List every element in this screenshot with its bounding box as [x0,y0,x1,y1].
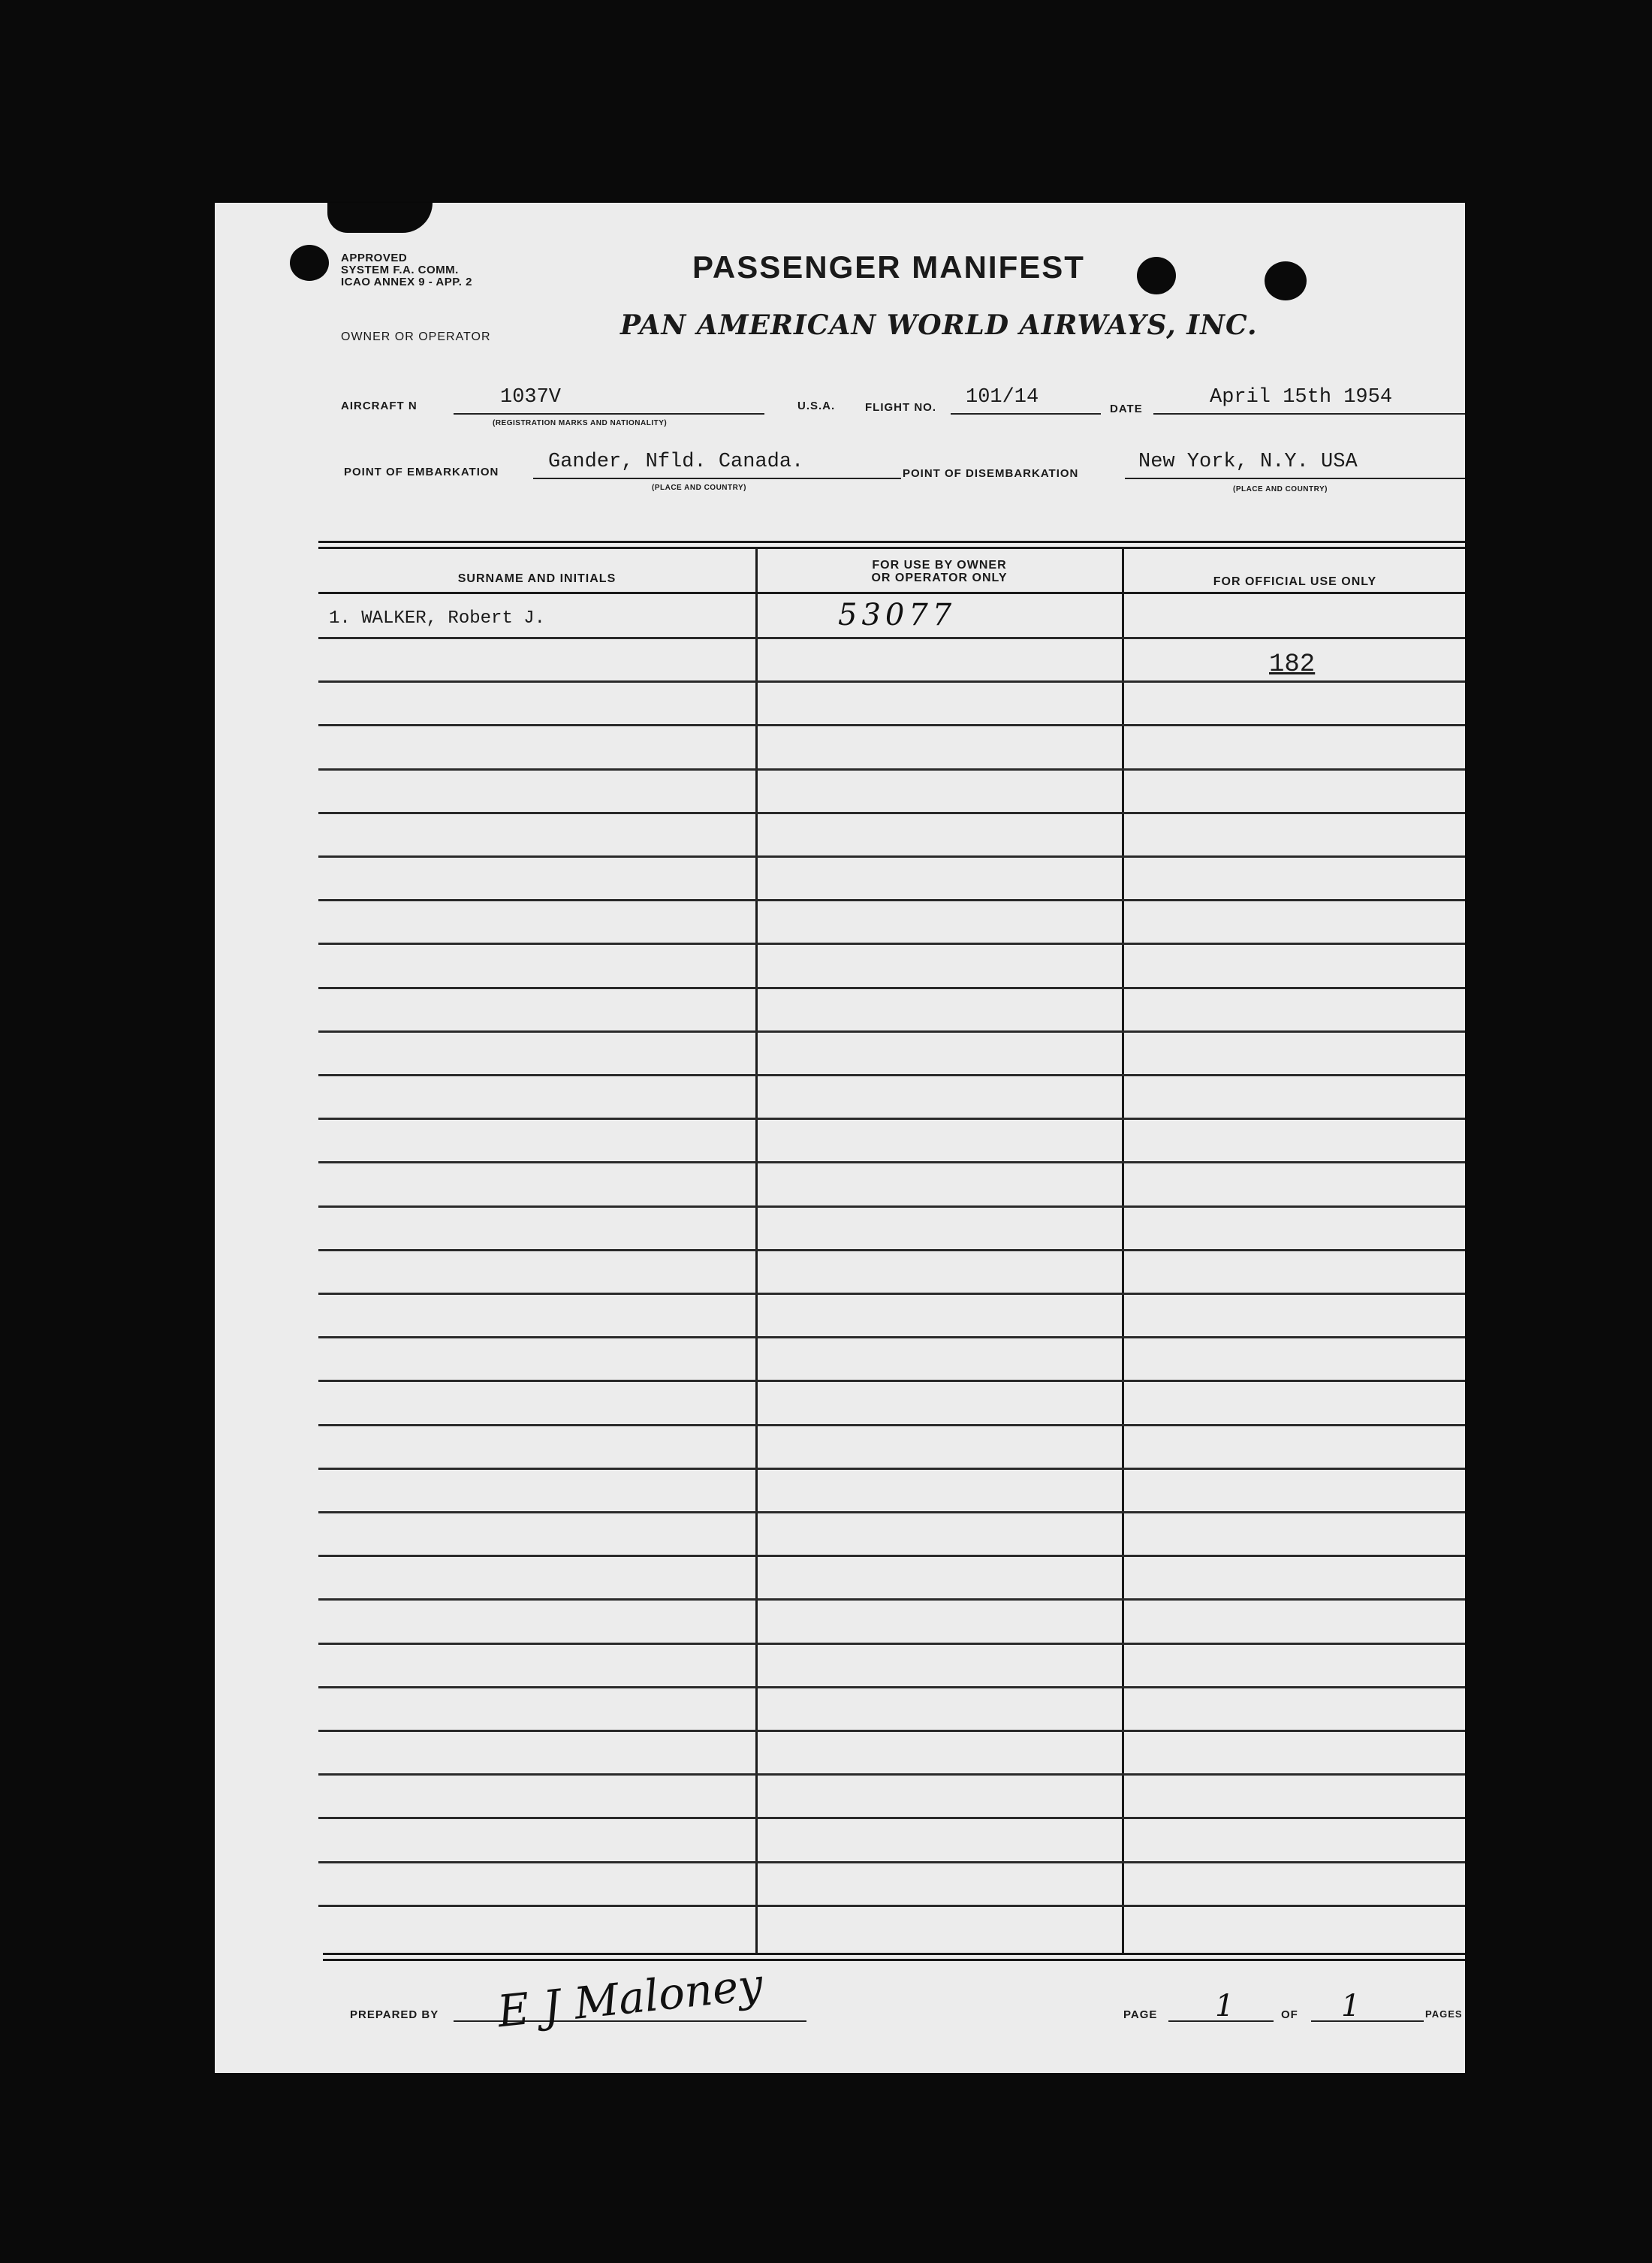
table-row-line [318,1074,1465,1076]
surname-column-header: SURNAME AND INITIALS [457,572,616,585]
table-row-line [318,1598,1465,1601]
prepared-by-label: PREPARED BY [350,2008,439,2021]
approval-block [341,252,476,288]
owner-use-entry: 53077 [838,598,957,632]
punch-hole [1137,257,1176,294]
table-row-line [318,637,1465,639]
aircraft-underline [454,413,764,415]
punch-hole [290,245,329,281]
table-row-line [318,1205,1465,1208]
aircraft-label: AIRCRAFT N [341,400,418,412]
date-value: April 15th 1954 [1210,386,1393,409]
table-row-line [318,1161,1465,1163]
page-label: PAGE [1123,2008,1158,2021]
table-row-line [318,1686,1465,1688]
table-row-line [318,1293,1465,1295]
approval-line: ICAO ANNEX 9 - APP. 2 [341,276,472,288]
table-row-line [318,1773,1465,1776]
table-top-rule [318,541,1465,543]
table-row-line [318,1817,1465,1819]
official-use-entry: 182 [1269,650,1316,679]
table-row-line [318,1730,1465,1732]
aircraft-value: 1037V [500,386,562,409]
pages-label: PAGES [1425,2008,1463,2020]
owner-column-header-line: FOR USE BY OWNER [872,559,1007,572]
disembarkation-place-note: (PLACE AND COUNTRY) [1233,485,1328,493]
table-row-line [318,1380,1465,1382]
approval-line: APPROVED [341,252,408,264]
embarkation-underline [533,478,901,479]
page-title: PASSENGER MANIFEST [692,249,1085,285]
table-row-line [318,1861,1465,1863]
table-bottom-rule [323,1953,1465,1955]
disembarkation-value: New York, N.Y. USA [1138,451,1358,473]
table-row-line [318,1555,1465,1557]
official-column-header: FOR OFFICIAL USE ONLY [1213,575,1377,588]
owner-column-header-line: OR OPERATOR ONLY [871,572,1008,584]
table-row-line [318,680,1465,683]
date-label: DATE [1110,403,1143,415]
flight-no-label: FLIGHT NO. [865,401,936,414]
disembarkation-underline [1125,478,1465,479]
company-name: PAN AMERICAN WORLD AIRWAYS, INC. [620,309,1258,341]
date-underline [1153,413,1465,415]
table-row-line [318,1511,1465,1513]
table-row-line [318,1643,1465,1645]
page-total: 1 [1341,1989,1361,2023]
header-bottom-rule [318,592,1465,594]
table-row-line [318,1468,1465,1470]
owner-operator-label: OWNER OR OPERATOR [341,330,491,343]
approval-line: SYSTEM F.A. COMM. [341,264,459,276]
table-row-line [318,1249,1465,1251]
table-row-line [318,1118,1465,1120]
of-underline [1311,2020,1424,2022]
signature: E J Maloney [495,1958,765,2038]
of-label: OF [1281,2008,1298,2021]
table-row-line [318,1030,1465,1033]
owner-column-header [758,559,1120,584]
table-bottom-rule-2 [323,1959,1465,1961]
flight-no-underline [951,413,1101,415]
table-row-line [318,812,1465,814]
table-row-line [318,724,1465,726]
embarkation-label: POINT OF EMBARKATION [344,466,499,478]
table-row-line [318,1424,1465,1426]
usa-label: U.S.A. [797,400,836,412]
table-row-line [318,768,1465,771]
table-row-line [318,1336,1465,1338]
flight-no-value: 101/14 [966,386,1039,409]
punch-hole [1265,261,1307,300]
table-top-rule-2 [318,547,1465,549]
table-row-line [318,855,1465,858]
manifest-sheet [215,203,1465,2073]
embarkation-place-note: (PLACE AND COUNTRY) [652,484,746,492]
embarkation-value: Gander, Nfld. Canada. [548,451,804,473]
table-row-line [318,943,1465,945]
passenger-name: 1. WALKER, Robert J. [329,608,546,629]
registration-note: (REGISTRATION MARKS AND NATIONALITY) [493,419,668,427]
table-row-line [318,987,1465,989]
torn-corner [327,203,433,233]
table-row-line [318,899,1465,901]
page-number: 1 [1215,1989,1234,2023]
disembarkation-label: POINT OF DISEMBARKATION [903,467,1079,480]
table-row-line [318,1905,1465,1907]
